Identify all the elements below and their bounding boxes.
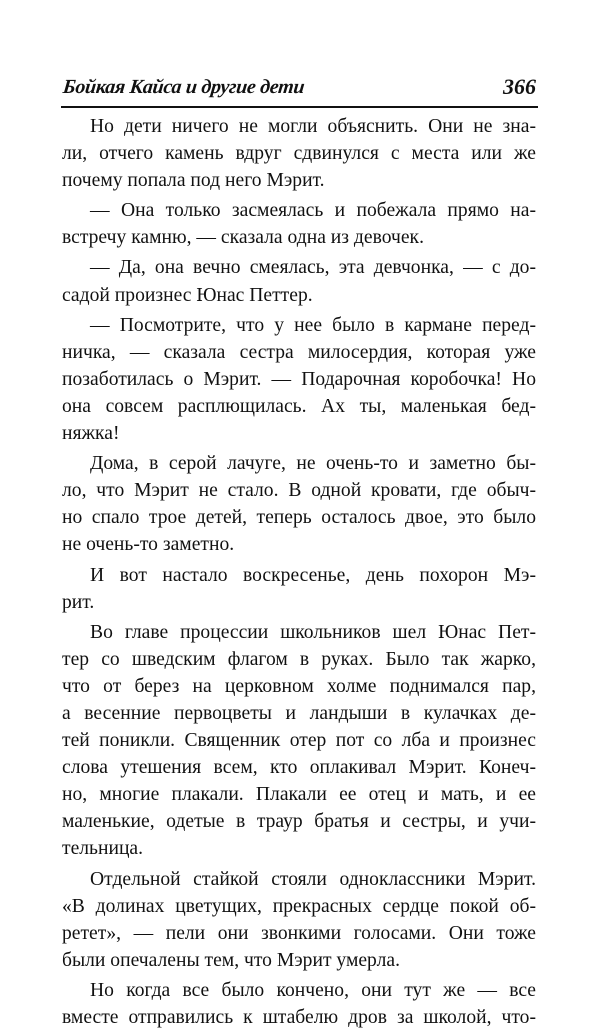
- text-line: — Она только засмеялась и побежала прямо на-: [90, 200, 536, 222]
- text-line: позаботилась о Мэрит. — Подарочная коробочка! Но: [62, 368, 536, 390]
- text-line: что от берез на церковном холме поднимался пар,: [62, 675, 536, 697]
- text-line: «В долинах цветущих, прекрасных сердце покой об-: [62, 895, 536, 917]
- text-line: а весенние первоцветы и ландыши в кулачках де-: [62, 702, 536, 724]
- text-line: няжка!: [62, 423, 120, 445]
- paragraph: [62, 312, 536, 447]
- text-line: вместе отправились к штабелю дров за школой, что-: [62, 1007, 536, 1028]
- paragraph: [62, 254, 536, 308]
- paragraph: [62, 977, 536, 1031]
- paragraph: [62, 450, 536, 558]
- text-line: ли, отчего камень вдруг сдвинулся с места или же: [62, 143, 536, 165]
- text-line: тер со шведским флагом в руках. Было так жарко,: [62, 648, 536, 670]
- text-line: Но когда все было кончено, они тут же — все: [90, 979, 536, 1001]
- text-line: садой произнес Юнас Петтер.: [62, 284, 313, 306]
- text-line: были опечалены тем, что Мэрит умерла.: [62, 949, 400, 971]
- text-line: Отдельной стайкой стояли одноклассники Мэрит.: [90, 868, 536, 890]
- page-number: 366: [503, 74, 536, 99]
- text-line: Но дети ничего не могли объяснить. Они не зна-: [90, 116, 536, 137]
- text-line: но спало трое детей, теперь осталось двое, это было: [62, 507, 536, 529]
- text-line: не очень-то заметно.: [62, 534, 235, 556]
- paragraph: [62, 113, 536, 194]
- text-line: но, многие плакали. Плакали ее отец и мать, и ее: [62, 784, 536, 806]
- text-line: Дома, в серой лачуге, не очень-то и заметно бы-: [90, 453, 536, 475]
- text-line: слова утешения всем, кто оплакивал Мэрит. Конеч-: [62, 757, 536, 779]
- text-line: Во главе процессии школьников шел Юнас Пет-: [90, 621, 536, 643]
- paragraph: [62, 562, 536, 616]
- text-line: встречу камню, — сказала одна из девочек.: [62, 227, 424, 249]
- paragraph: [62, 619, 536, 863]
- running-header: [61, 70, 538, 108]
- body-text: [62, 113, 536, 1034]
- text-line: тей поникли. Священник отер пот со лба и произнес: [62, 730, 536, 752]
- text-line: ничка, — сказала сестра милосердия, которая уже: [62, 341, 536, 363]
- paragraph: [62, 866, 536, 974]
- text-line: ло, что Мэрит не стало. В одной кровати, где обыч-: [62, 480, 536, 502]
- text-line: ретет», — пели они звонкими голосами. Они тоже: [62, 922, 536, 944]
- text-line: почему попала под него Мэрит.: [62, 170, 325, 192]
- text-line: И вот настало воскресенье, день похорон Мэ-: [90, 564, 536, 586]
- text-line: — Посмотрите, что у нее было в кармане перед-: [90, 314, 536, 336]
- text-line: рит.: [62, 591, 95, 613]
- text-line: — Да, она вечно смеялась, эта девчонка, — с до-: [90, 257, 536, 279]
- text-line: тельница.: [62, 838, 144, 860]
- text-line: она совсем расплющилась. Ах ты, маленькая бед-: [62, 395, 536, 417]
- text-line: маленькие, одетые в траур братья и сестры, и учи-: [62, 811, 536, 833]
- running-title: Бойкая Кайса и другие дети: [61, 76, 306, 98]
- paragraph: [62, 197, 536, 251]
